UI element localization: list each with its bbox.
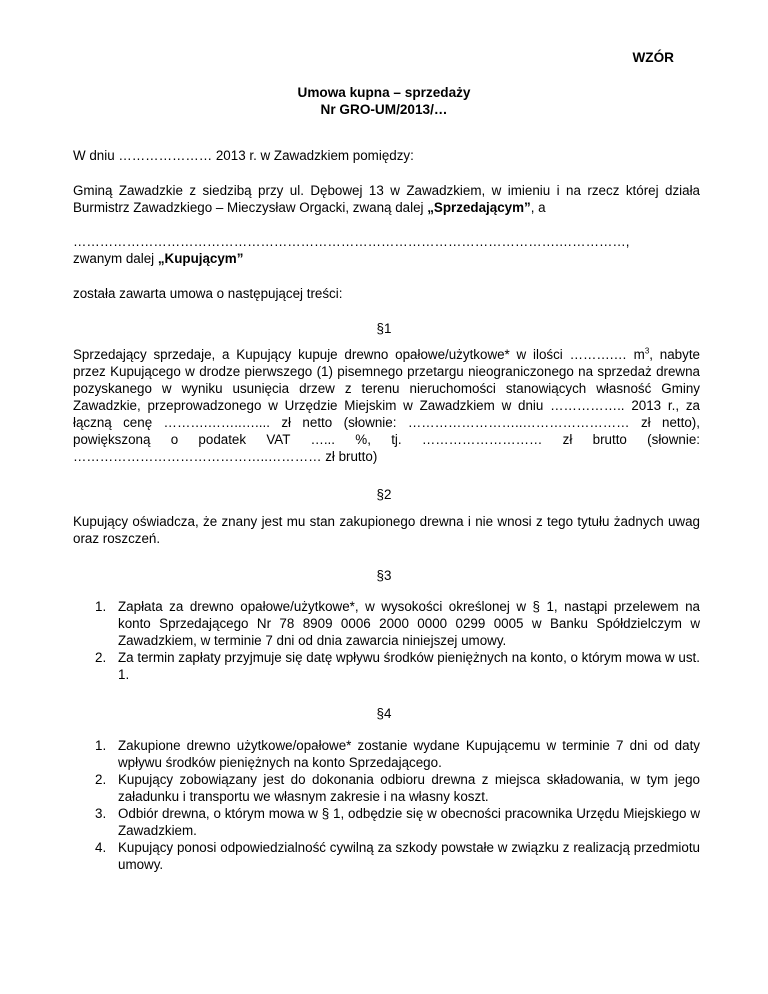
section-1-text xyxy=(73,346,700,465)
list-item xyxy=(73,598,700,649)
seller-text: Gminą Zawadzkie z siedzibą przy ul. Dębowej 13 w Zawadzkiem, w imieniu i na rzecz której działa Burmistrz Zawadzkiego – Mieczysław Orgacki, zwaną dalej xyxy=(73,183,700,215)
title-line-1: Umowa kupna – sprzedaży xyxy=(297,85,471,100)
cubic-superscript: 3 xyxy=(644,346,650,356)
item-text: Odbiór drewna, o którym mowa w § 1, odbędzie się w obecności pracownika Urzędu Miejskiego w Zawadzkiem. xyxy=(118,806,700,838)
section-4-list xyxy=(73,737,700,873)
seller-tail: , a xyxy=(530,200,546,215)
seller-name: „Sprzedającym” xyxy=(427,200,531,215)
section-1-heading: §1 xyxy=(376,321,392,336)
item-text: Za termin zapłaty przyjmuje się datę wpływu środków pieniężnych na konto, o którym mowa w ust. 1. xyxy=(118,650,700,682)
list-item xyxy=(73,805,700,839)
item-number: 1. xyxy=(95,599,107,614)
item-text: Zapłata za drewno opałowe/użytkowe*, w wysokości określonej w § 1, nastąpi przelewem na konto Sprzedającego Nr 78 8909 0006 2000 0000 0299 0005 w Banku Spółdzielczym w Zawadzkiem, w terminie 7 dni od dnia zawarcia niniejszej umowy. xyxy=(118,599,700,648)
contract-title xyxy=(0,84,768,118)
buyer-name: „Kupującym” xyxy=(157,251,244,266)
buyer-prefix: zwanym dalej xyxy=(73,251,158,266)
section-2-heading: §2 xyxy=(376,487,392,502)
buyer-paragraph xyxy=(73,233,700,267)
buyer-dots: ……………………………………………………………………………………………….……………, xyxy=(73,234,630,249)
title-line-2: Nr GRO-UM/2013/… xyxy=(320,102,448,117)
list-item xyxy=(73,839,700,873)
list-item xyxy=(73,649,700,683)
concluded-line: została zawarta umowa o następującej treści: xyxy=(73,286,343,301)
item-number: 4. xyxy=(95,840,107,855)
section-1-text-a: Sprzedający sprzedaje, a Kupujący kupuje drewno opałowe/użytkowe* w ilości ……….… m xyxy=(73,347,645,362)
list-item xyxy=(73,737,700,771)
item-number: 3. xyxy=(95,806,107,821)
section-3-list xyxy=(73,598,700,683)
item-number: 1. xyxy=(95,738,107,753)
section-4-heading: §4 xyxy=(376,706,392,721)
item-number: 2. xyxy=(95,772,107,787)
item-number: 2. xyxy=(95,650,107,665)
date-line: W dniu ………………… 2013 r. w Zawadzkiem pomiędzy: xyxy=(73,148,414,163)
list-item xyxy=(73,771,700,805)
section-3-heading: §3 xyxy=(376,568,392,583)
section-1-text-b: , nabyte przez Kupującego w drodze pierwszego (1) pisemnego przetargu nieograniczonego na sprzedaż drewna pozyskanego w wyniku usunięcia drzew z terenu nieruchomości stanowiących własność Gminy Zawadzkie, przeprowadzonego w Urzędzie Miejskim w Zawadzkiem w dniu …………….. 2013 r., za łączną cenę ……….……..….... zł netto (słownie: ……………………..…………………… zł netto), powiększoną o podatek VAT …... %, tj. ……………………… zł brutto (słownie: ……………………………………..………… zł brutto) xyxy=(73,347,700,464)
section-2-text: Kupujący oświadcza, że znany jest mu stan zakupionego drewna i nie wnosi z tego tytułu żadnych uwag oraz roszczeń. xyxy=(73,514,700,546)
item-text: Kupujący ponosi odpowiedzialność cywilną za szkody powstałe w związku z realizacją przedmiotu umowy. xyxy=(118,840,700,872)
seller-paragraph xyxy=(73,182,700,216)
item-text: Zakupione drewno użytkowe/opałowe* zostanie wydane Kupującemu w terminie 7 dni od daty wpływu środków pieniężnych na konto Sprzedającego. xyxy=(118,738,700,770)
item-text: Kupujący zobowiązany jest do dokonania odbioru drewna z miejsca składowania, w tym jego załadunku i transportu we własnym zakresie i na własny koszt. xyxy=(118,772,700,804)
template-label: WZÓR xyxy=(632,50,674,65)
